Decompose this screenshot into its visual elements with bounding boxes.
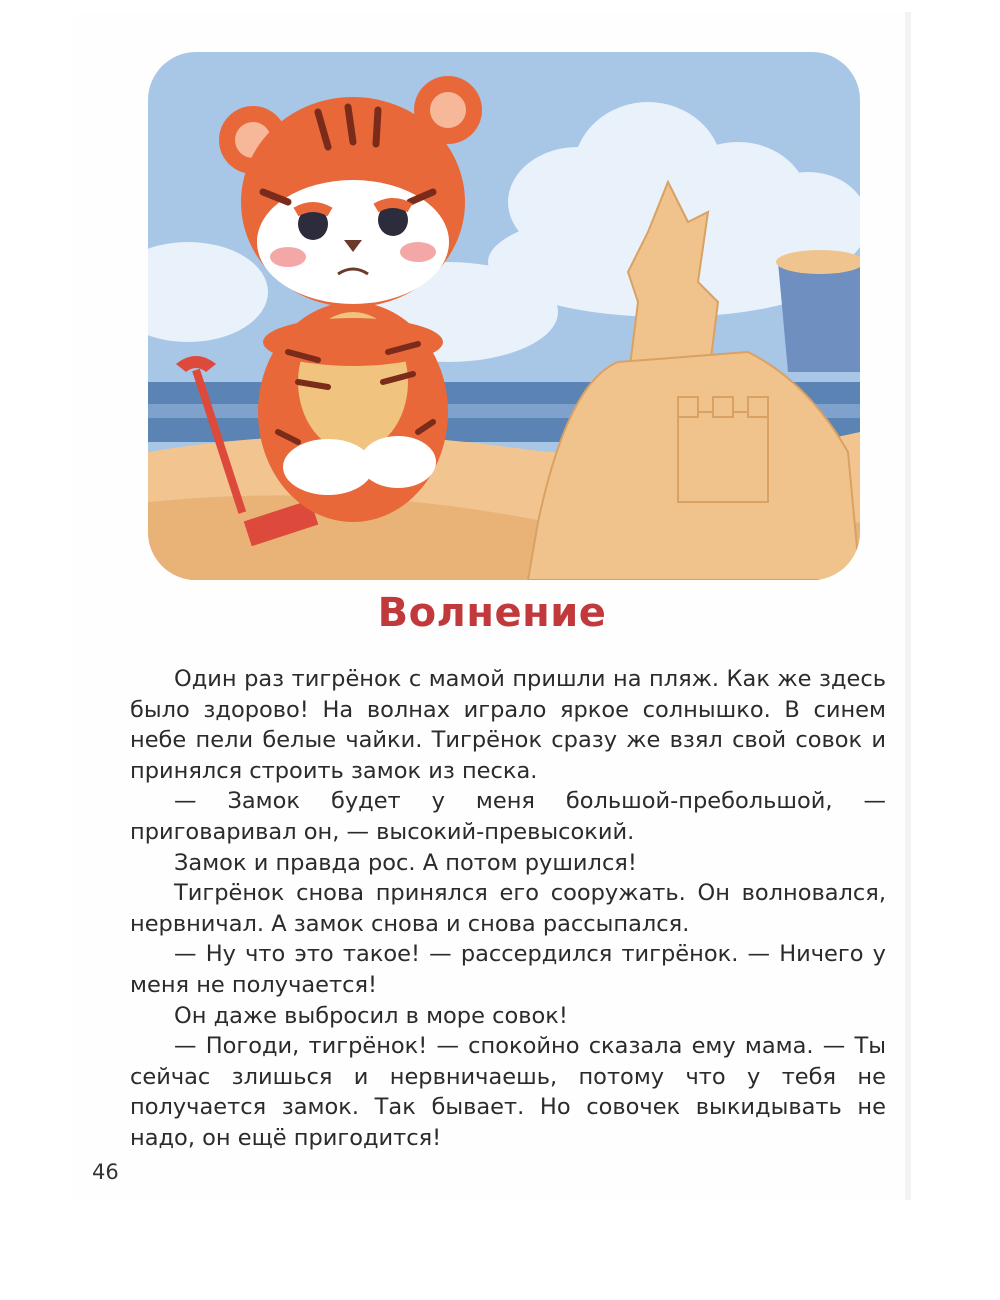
paragraph: Замок и правда рос. А потом рушился! xyxy=(174,849,637,876)
paragraph: — Погоди, тигрёнок! — спокойно сказала ему мама. — Ты сейчас злишься и нервничаешь, потому что у тебя не получается замок. Так бывает. Но совочек выкидывать не надо, он ещё пригодится! xyxy=(130,1033,886,1151)
story-title: Волнение xyxy=(377,590,607,636)
paragraph: — Замок будет у меня большой-пребольшой, — приговаривал он, — высокий-превысокий. xyxy=(130,788,886,845)
page-number: 46 xyxy=(92,1160,119,1184)
story-text xyxy=(130,664,886,1154)
story-illustration xyxy=(148,52,860,580)
paragraph: Он даже выбросил в море совок! xyxy=(174,1002,568,1029)
paragraph: Тигрёнок снова принялся его сооружать. Он волновался, нервничал. А замок снова и снова рассыпался. xyxy=(130,880,886,937)
paragraph: Один раз тигрёнок с мамой пришли на пляж. Как же здесь было здорово! На волнах играло яркое солнышко. В синем небе пели белые чайки. Тигрёнок сразу же взял свой совок и принялся строить замок из песка. xyxy=(130,666,886,784)
paragraph: — Ну что это такое! — рассердился тигрёнок. — Ничего у меня не получается! xyxy=(130,941,886,998)
